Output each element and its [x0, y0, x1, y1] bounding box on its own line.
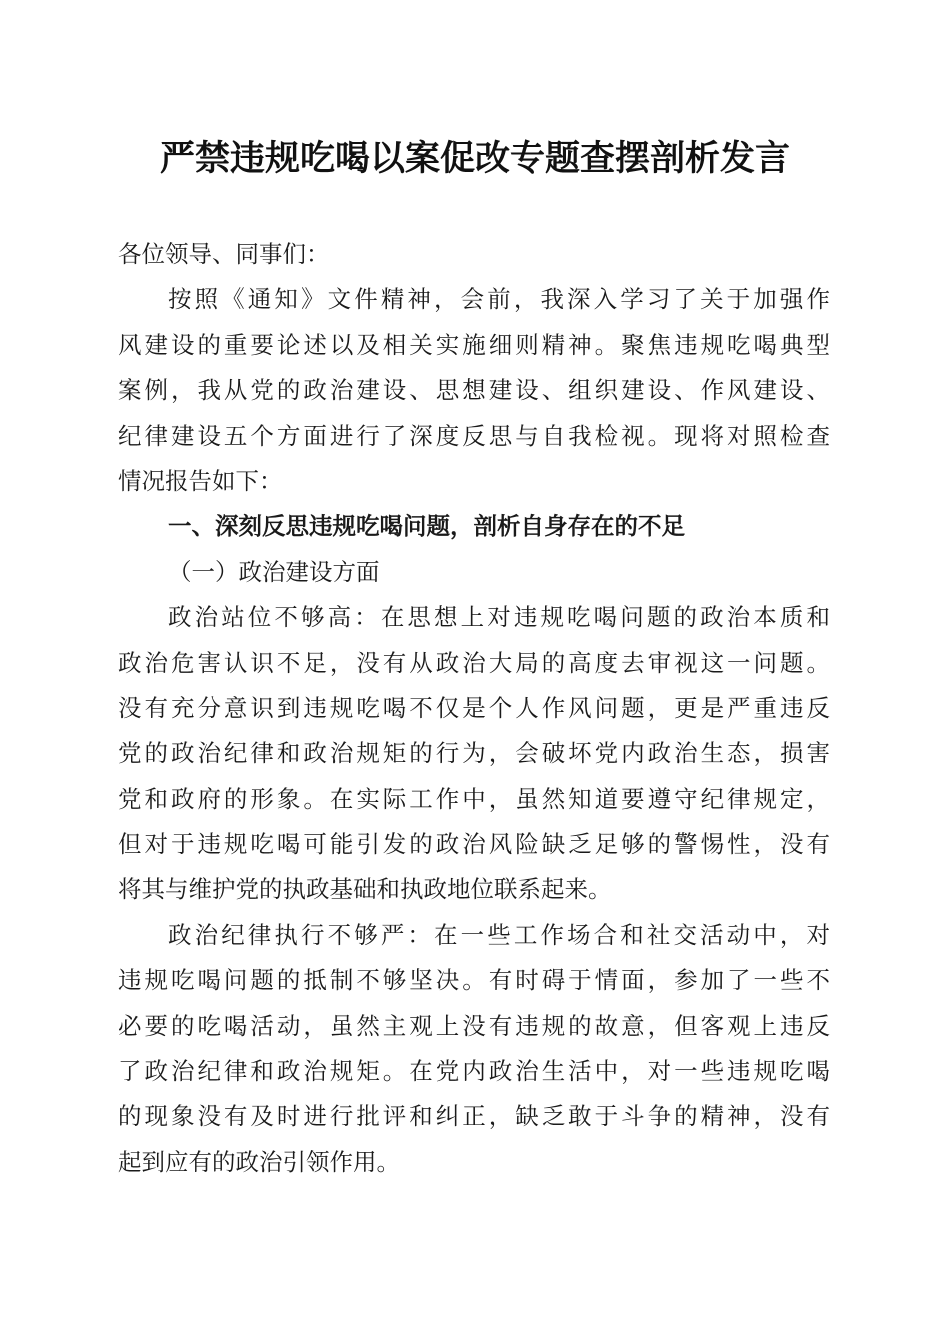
intro-line: 情况报告如下： — [118, 466, 283, 495]
paragraph-line: 必要的吃喝活动，虽然主观上没有违规的故意，但客观上违反 — [118, 1011, 830, 1040]
paragraph-line: 但对于违规吃喝可能引发的政治风险缺乏足够的警惕性，没有 — [118, 830, 830, 859]
paragraph-line: 将其与维护党的执政基础和执政地位联系起来。 — [118, 875, 612, 904]
paragraph-line: 政治站位不够高：在思想上对违规吃喝问题的政治本质和 — [168, 603, 830, 632]
document-body — [118, 232, 830, 1185]
paragraph-line: 没有充分意识到违规吃喝不仅是个人作风问题，更是严重违反 — [118, 693, 830, 722]
intro-line: 按照《通知》文件精神，会前，我深入学习了关于加强作 — [168, 285, 830, 314]
document-title: 严禁违规吃喝以案促改专题查摆剖析发言 — [159, 138, 790, 179]
salutation: 各位领导、同事们： — [118, 240, 330, 268]
intro-line: 纪律建设五个方面进行了深度反思与自我检视。现将对照检查 — [118, 421, 830, 450]
intro-line: 案例，我从党的政治建设、思想建设、组织建设、作风建设、 — [118, 376, 830, 405]
section-heading: 一、深刻反思违规吃喝问题，剖析自身存在的不足 — [168, 512, 685, 541]
paragraph-line: 起到应有的政治引领作用。 — [118, 1147, 400, 1176]
paragraph-line: 了政治纪律和政治规矩。在党内政治生活中，对一些违规吃喝 — [118, 1057, 830, 1086]
paragraph-line: 政治纪律执行不够严：在一些工作场合和社交活动中，对 — [168, 920, 830, 949]
paragraph-line: 党的政治纪律和政治规矩的行为，会破坏党内政治生态，损害 — [118, 739, 830, 768]
paragraph-line: 政治危害认识不足，没有从政治大局的高度去审视这一问题。 — [118, 648, 830, 677]
paragraph-line: 党和政府的形象。在实际工作中，虽然知道要遵守纪律规定， — [118, 784, 830, 813]
subsection-heading: （一）政治建设方面 — [168, 557, 380, 586]
intro-line: 风建设的重要论述以及相关实施细则精神。聚焦违规吃喝典型 — [118, 330, 830, 359]
paragraph-line: 的现象没有及时进行批评和纠正，缺乏敢于斗争的精神，没有 — [118, 1102, 830, 1131]
paragraph-line: 违规吃喝问题的抵制不够坚决。有时碍于情面，参加了一些不 — [118, 966, 830, 995]
